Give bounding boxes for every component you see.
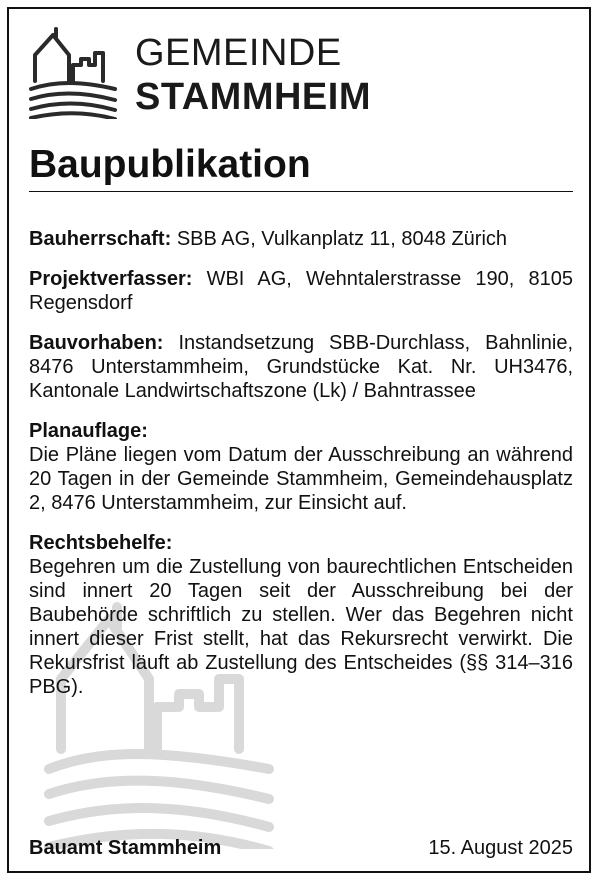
projektverfasser-paragraph [29,267,573,315]
bauvorhaben-paragraph [29,331,573,403]
bauherrschaft-label: Bauherrschaft: [29,228,172,250]
projektverfasser-text: WBI AG, Wehntalerstrasse 190, 8105 Regensdorf [29,268,573,314]
castle-vineyard-logo-icon [29,27,117,119]
planauflage-text: Die Pläne liegen vom Datum der Ausschreibung an während 20 Tagen in der Gemeinde Stammheim, Gemeindehausplatz 2, 8476 Unterstammheim, zur Einsicht auf. [29,444,573,514]
header [29,23,569,123]
title-divider [29,191,573,192]
bauvorhaben-label: Bauvorhaben: [29,332,164,354]
bauherrschaft-paragraph [29,227,573,251]
page-title: Baupublikation [29,143,311,186]
planauflage-heading: Planauflage: [29,420,148,442]
bauherrschaft-text: SBB AG, Vulkanplatz 11, 8048 Zürich [176,228,508,250]
org-name-line1: GEMEINDE [135,32,342,74]
publication-date: 15. August 2025 [428,837,573,859]
projektverfasser-label: Projektverfasser: [29,268,193,290]
rechtsbehelfe-heading: Rechtsbehelfe: [29,532,173,554]
signature: Bauamt Stammheim [29,837,222,859]
rechtsbehelfe-text: Begehren um die Zustellung von baurechtlichen Entscheiden sind innert 20 Tagen seit der Ausschreibung bei der Baubehörde schriftlich zu stellen. Wer das Begehren nicht innert dieser Frist stellt, hat das Rekursrecht verwirkt. Die Rekursfrist läuft ab Zustellung des Entscheides (§§ 314–316 PBG). [29,556,573,698]
org-name-line2: STAMMHEIM [135,76,371,118]
publication-body [29,227,573,715]
publication-frame [7,7,591,873]
bauvorhaben-text: Instandsetzung SBB-Durchlass, Bahnlinie, 8476 Unterstammheim, Grundstücke Kat. Nr. UH3476, Kantonale Landwirtschaftszone (Lk) / Bahntrassee [29,332,574,402]
